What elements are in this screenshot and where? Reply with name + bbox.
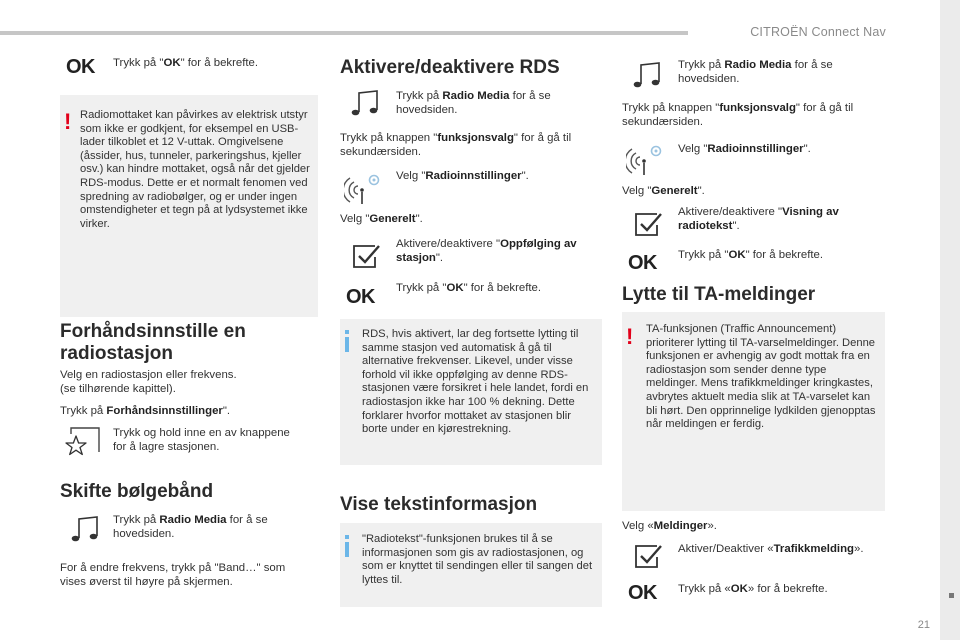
radio-settings-icon <box>626 143 666 177</box>
band-title: Skifte bølgebånd <box>60 481 214 502</box>
textinfo-para-2: Velg "Generelt". <box>622 185 705 197</box>
textinfo-step-3: Aktivere/deaktivere "Visning av radiotekst". <box>678 206 839 232</box>
textinfo-step-4: Trykk på "OK" for å bekrefte. <box>678 249 824 261</box>
rds-step-4: Trykk på "OK" for å bekrefte. <box>396 282 542 294</box>
textinfo-step-2: Velg "Radioinnstillinger". <box>678 143 811 155</box>
rds-para-2: Velg "Generelt". <box>340 213 423 225</box>
warning-icon: ! <box>626 324 634 349</box>
ok-icon: OK <box>66 56 95 78</box>
preset-title: Forhåndsinnstille en radiostasjon <box>60 321 246 364</box>
ta-step-1: Aktiver/Deaktiver «Trafikkmelding». <box>678 543 864 555</box>
header-rule <box>0 31 688 35</box>
rds-step-2: Velg "Radioinnstillinger". <box>396 170 529 182</box>
side-band <box>940 0 960 640</box>
music-note-icon <box>628 58 668 92</box>
warning-box <box>60 95 318 317</box>
checkbox-icon <box>346 238 386 272</box>
textinfo-para-1: Trykk på knappen "funksjonsvalg" for å gå til sekundærsiden. <box>622 102 854 128</box>
rds-info-box <box>340 319 602 465</box>
header-title: CITROËN Connect Nav <box>750 25 886 39</box>
info-icon-dot <box>345 535 349 539</box>
band-step: Trykk på Radio Media for å se hovedsiden. <box>113 514 268 540</box>
text-info-title: Vise tekstinformasjon <box>340 494 538 515</box>
ok-step: Trykk på "OK" for å bekrefte. <box>113 57 259 69</box>
ok-icon: OK <box>628 252 657 274</box>
rds-step-1: Trykk på Radio Media for å se hovedsiden. <box>396 90 551 116</box>
rds-para-1: Trykk på knappen "funksjonsvalg" for å gå til sekundærsiden. <box>340 132 572 158</box>
ta-warning-box <box>622 312 885 511</box>
radio-settings-icon <box>344 172 384 206</box>
info-icon <box>345 542 349 557</box>
warning-icon: ! <box>64 109 72 134</box>
music-note-icon <box>66 512 106 546</box>
music-note-icon <box>346 86 386 120</box>
textinfo-step-1: Trykk på Radio Media for å se hovedsiden. <box>678 59 833 85</box>
text-info-box <box>340 523 602 607</box>
ta-step-2: Trykk på «OK» for å bekrefte. <box>678 583 828 595</box>
band-paragraph: For å endre frekvens, trykk på "Band…" som vises øverst til høyre på skjermen. <box>60 562 286 588</box>
ta-para: Velg «Meldinger». <box>622 520 717 532</box>
warning-text: Radiomottaket kan påvirkes av elektrisk utstyr som ikke er godkjent, for eksempel en USB-lader tilkoblet et 12 V-uttak. Omgivelsene (åssider, hus, tunneler, parkeringshus, kjeller osv.) kan hindre mottaket, også når det gjelder RDS-modus. Dette er et normalt fenomen ved spredning av radiobølger, og er under ingen omstendigheter et tegn på at lydsystemet ikke virker. <box>80 109 310 230</box>
checkbox-icon <box>628 538 668 572</box>
info-icon <box>345 337 349 352</box>
rds-info-text: RDS, hvis aktivert, lar deg fortsette lytting til samme stasjon ved automatisk å gå til alternative frekvenser. Likevel, under visse forhold vil ikke oppfølging av denne RDS-stasjonen være forsikret i hele landet, fordi en radiostasjon ikke har 100 % dekning. Dette forklarer hvorfor mottaket av stasjonen blir borte under en kjørestrekning. <box>362 328 589 436</box>
rds-step-3: Aktivere/deaktivere "Oppfølging av stasjon". <box>396 238 577 264</box>
ta-title: Lytte til TA-meldinger <box>622 284 816 305</box>
text-info-text: "Radiotekst"-funksjonen brukes til å se informasjonen som gis av radiostasjonen, og som er knyttet til sendingen eller til sangen det lyttes til. <box>362 533 593 586</box>
preset-step: Trykk og hold inne en av knappene for å lagre stasjonen. <box>113 427 290 453</box>
page-number: 21 <box>917 619 930 631</box>
checkbox-icon <box>628 206 668 240</box>
star-icon <box>63 424 103 458</box>
ok-icon: OK <box>628 582 657 604</box>
ta-warning-text: TA-funksjonen (Traffic Announcement) prioriterer lytting til TA-varselmeldinger. Denne funksjonen er avhengig av godt mottak fra en radiostasjon som sender denne type meldinger. Mens trafikkmeldinger kringkastes, avbrytes aktuelt media slik at TA-varselet kan bli hørt. Den opprinnelige lydkilden gjenopptas når meldingen er ferdig. <box>646 323 876 431</box>
rds-title: Aktivere/deaktivere RDS <box>340 57 560 78</box>
ok-icon: OK <box>346 286 375 308</box>
preset-intro: Velg en radiostasjon eller frekvens. (se tilhørende kapittel). <box>60 369 237 395</box>
info-icon-dot <box>345 330 349 334</box>
page-marker <box>949 593 954 598</box>
preset-instruction: Trykk på Forhåndsinnstillinger". <box>60 405 231 417</box>
